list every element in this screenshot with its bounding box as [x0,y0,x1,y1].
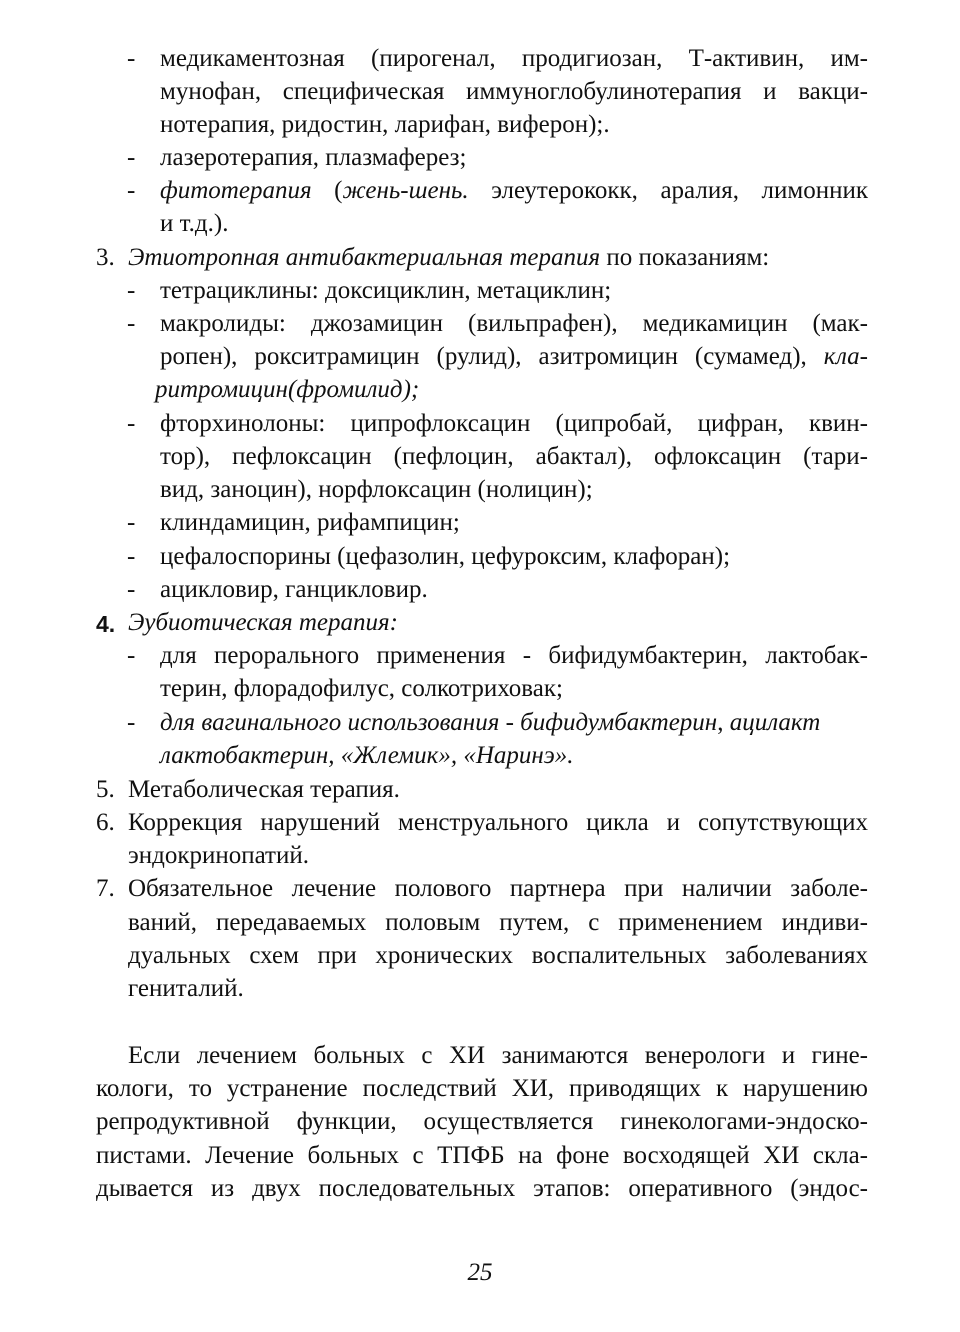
text-line: вид, заноцин), норфлоксацин (нолицин); [160,476,593,503]
list-number: 4. [96,611,116,637]
paragraph-line: дывается из двух последовательных этапов: оперативного (эндос- [96,1175,868,1202]
list-number: 7. [96,875,115,902]
text-line: для перорального применения - бифидумбактерин, лактобак- [160,642,868,669]
text-line: дуальных схем при хронических воспалительных заболеваниях [128,942,868,969]
bullet-dash: - [127,177,136,204]
text-line: нотерапия, ридостин, ларифан, виферон);. [160,111,610,138]
bullet-dash: - [127,410,136,437]
text-line: фторхинолоны: ципрофлоксацин (ципробай, цифран, квин- [160,410,868,437]
text-line: клиндамицин, рифампицин; [160,509,460,536]
list-number: 3. [96,244,115,271]
text-line: терин, флорадофилус, солкотриховак; [160,675,563,702]
text-line: макролиды: джозамицин (вильпрафен), медикамицин (мак- [160,310,868,337]
text-line: лазеротерапия, плазмаферез; [160,144,467,171]
list-heading: Эубиотическая терапия: [128,609,398,636]
text-line: мунофан, специфическая иммуноглобулинотерапия и вакци- [160,78,868,105]
text-line: гениталий. [128,975,244,1002]
text-line: фитотерапия (жень-шень. элеутерококк, аралия, лимонник [160,177,869,204]
text-line: для вагинального использования - бифидумбактерин, ацилакт [160,709,821,736]
bullet-dash: - [127,543,136,570]
text-line: Коррекция нарушений менструального цикла и сопутствующих [128,809,868,836]
bullet-dash: - [127,509,136,536]
paragraph-line: кологи, то устранение последствий ХИ, приводящих к нарушению [96,1075,868,1102]
list-heading: Метаболическая терапия. [128,776,400,803]
list-number: 6. [96,809,115,836]
list-number: 5. [96,776,115,803]
page-number: 25 [467,1259,493,1286]
text-line: ропен), рокситрамицин (рулид), азитромицин (сумамед), кла- [160,343,868,370]
bullet-dash: - [127,144,136,171]
paragraph-line: пистами. Лечение больных с ТПФБ на фоне восходящей ХИ скла- [96,1142,868,1169]
paragraph-line: Если лечением больных с ХИ занимаются венерологи и гине- [128,1042,868,1069]
paragraph-line: репродуктивной функции, осуществляется гинекологами-эндоско- [96,1108,868,1135]
bullet-dash: - [127,45,136,72]
text-line: медикаментозная (пирогенал, продигиозан, Т-активин, им- [160,45,868,72]
text-line: ритромицин(фромилид); [155,376,420,403]
bullet-dash: - [127,576,136,603]
text-line: Обязательное лечение полового партнера при наличии заболе- [128,875,868,902]
text-line: тор), пефлоксацин (пефлоцин, абактал), офлоксацин (тари- [160,443,868,470]
text-line: эндокринопатий. [128,842,309,869]
text-line: тетрациклины: доксициклин, метациклин; [160,277,612,304]
text-line: ацикловир, ганцикловир. [160,576,428,603]
text-line: ваний, передаваемых половым путем, с применением индиви- [128,909,868,936]
text-line: цефалоспорины (цефазолин, цефуроксим, клафоран); [160,543,731,570]
bullet-dash: - [127,277,136,304]
bullet-dash: - [127,642,136,669]
italic-term: жень-шень. [342,177,469,204]
list-heading: Этиотропная антибактериальная терапия по показаниям: [128,244,770,271]
text-line: лактобактерин, «Жлемик», «Наринэ». [160,742,574,769]
italic-term: фитотерапия [160,177,312,204]
text-line: и т.д.). [160,210,229,237]
bullet-dash: - [127,310,136,337]
bullet-dash: - [127,709,136,736]
